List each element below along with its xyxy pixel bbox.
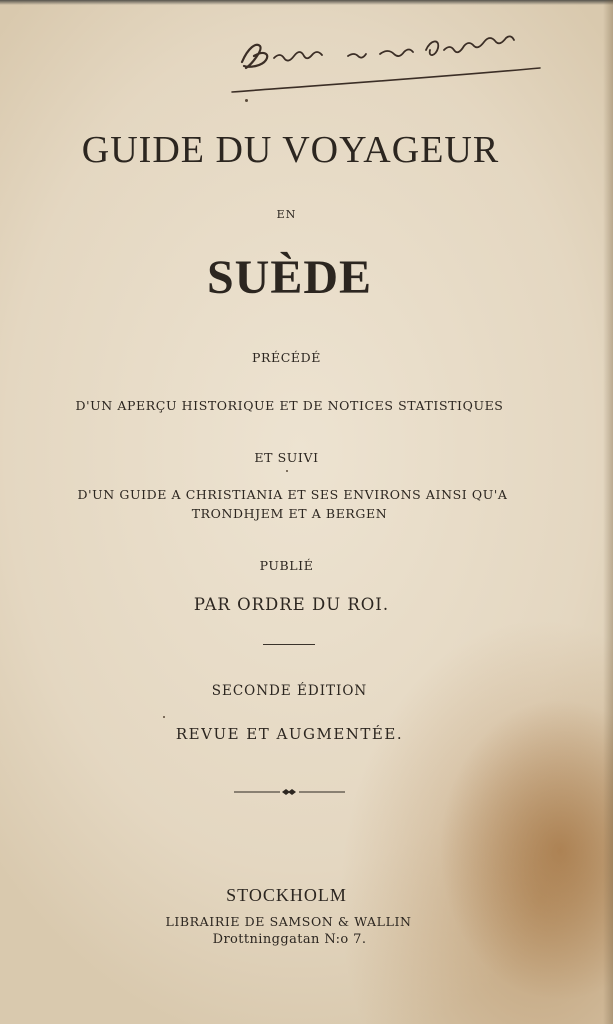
followed-label: ET SUIVI — [254, 450, 319, 465]
published-label: PUBLIÉ — [259, 558, 314, 573]
followed-text-line-1: D'UN GUIDE A CHRISTIANIA ET SES ENVIRONS AINSI QU'A — [77, 487, 508, 502]
country-title: SUÈDE — [206, 251, 373, 304]
book-edge-right — [603, 0, 613, 1024]
handwritten-signature — [230, 28, 550, 98]
imprint-publisher: LIBRAIRIE DE SAMSON & WALLIN — [165, 914, 412, 929]
preceded-label: PRÉCÉDÉ — [252, 350, 321, 365]
imprint-address: Drottninggatan N:o 7. — [212, 932, 367, 947]
imprint-city: STOCKHOLM — [226, 885, 347, 905]
followed-text-line-2: TRONDHJEM ET A BERGEN — [191, 506, 388, 521]
ink-speck — [286, 470, 288, 472]
divider-rule — [263, 644, 315, 645]
preceded-text: D'UN APERÇU HISTORIQUE ET DE NOTICES STATISTIQUES — [75, 398, 504, 413]
title-connector: EN — [276, 208, 297, 221]
edition-statement: SECONDE ÉDITION — [211, 683, 368, 699]
book-title: GUIDE DU VOYAGEUR — [81, 129, 500, 171]
published-by: PAR ORDRE DU ROI. — [193, 595, 390, 614]
ink-speck — [163, 716, 165, 718]
ornament-divider — [232, 786, 347, 798]
book-edge-top — [0, 0, 613, 5]
ink-speck — [245, 99, 248, 102]
revision-statement: REVUE ET AUGMENTÉE. — [175, 725, 404, 743]
